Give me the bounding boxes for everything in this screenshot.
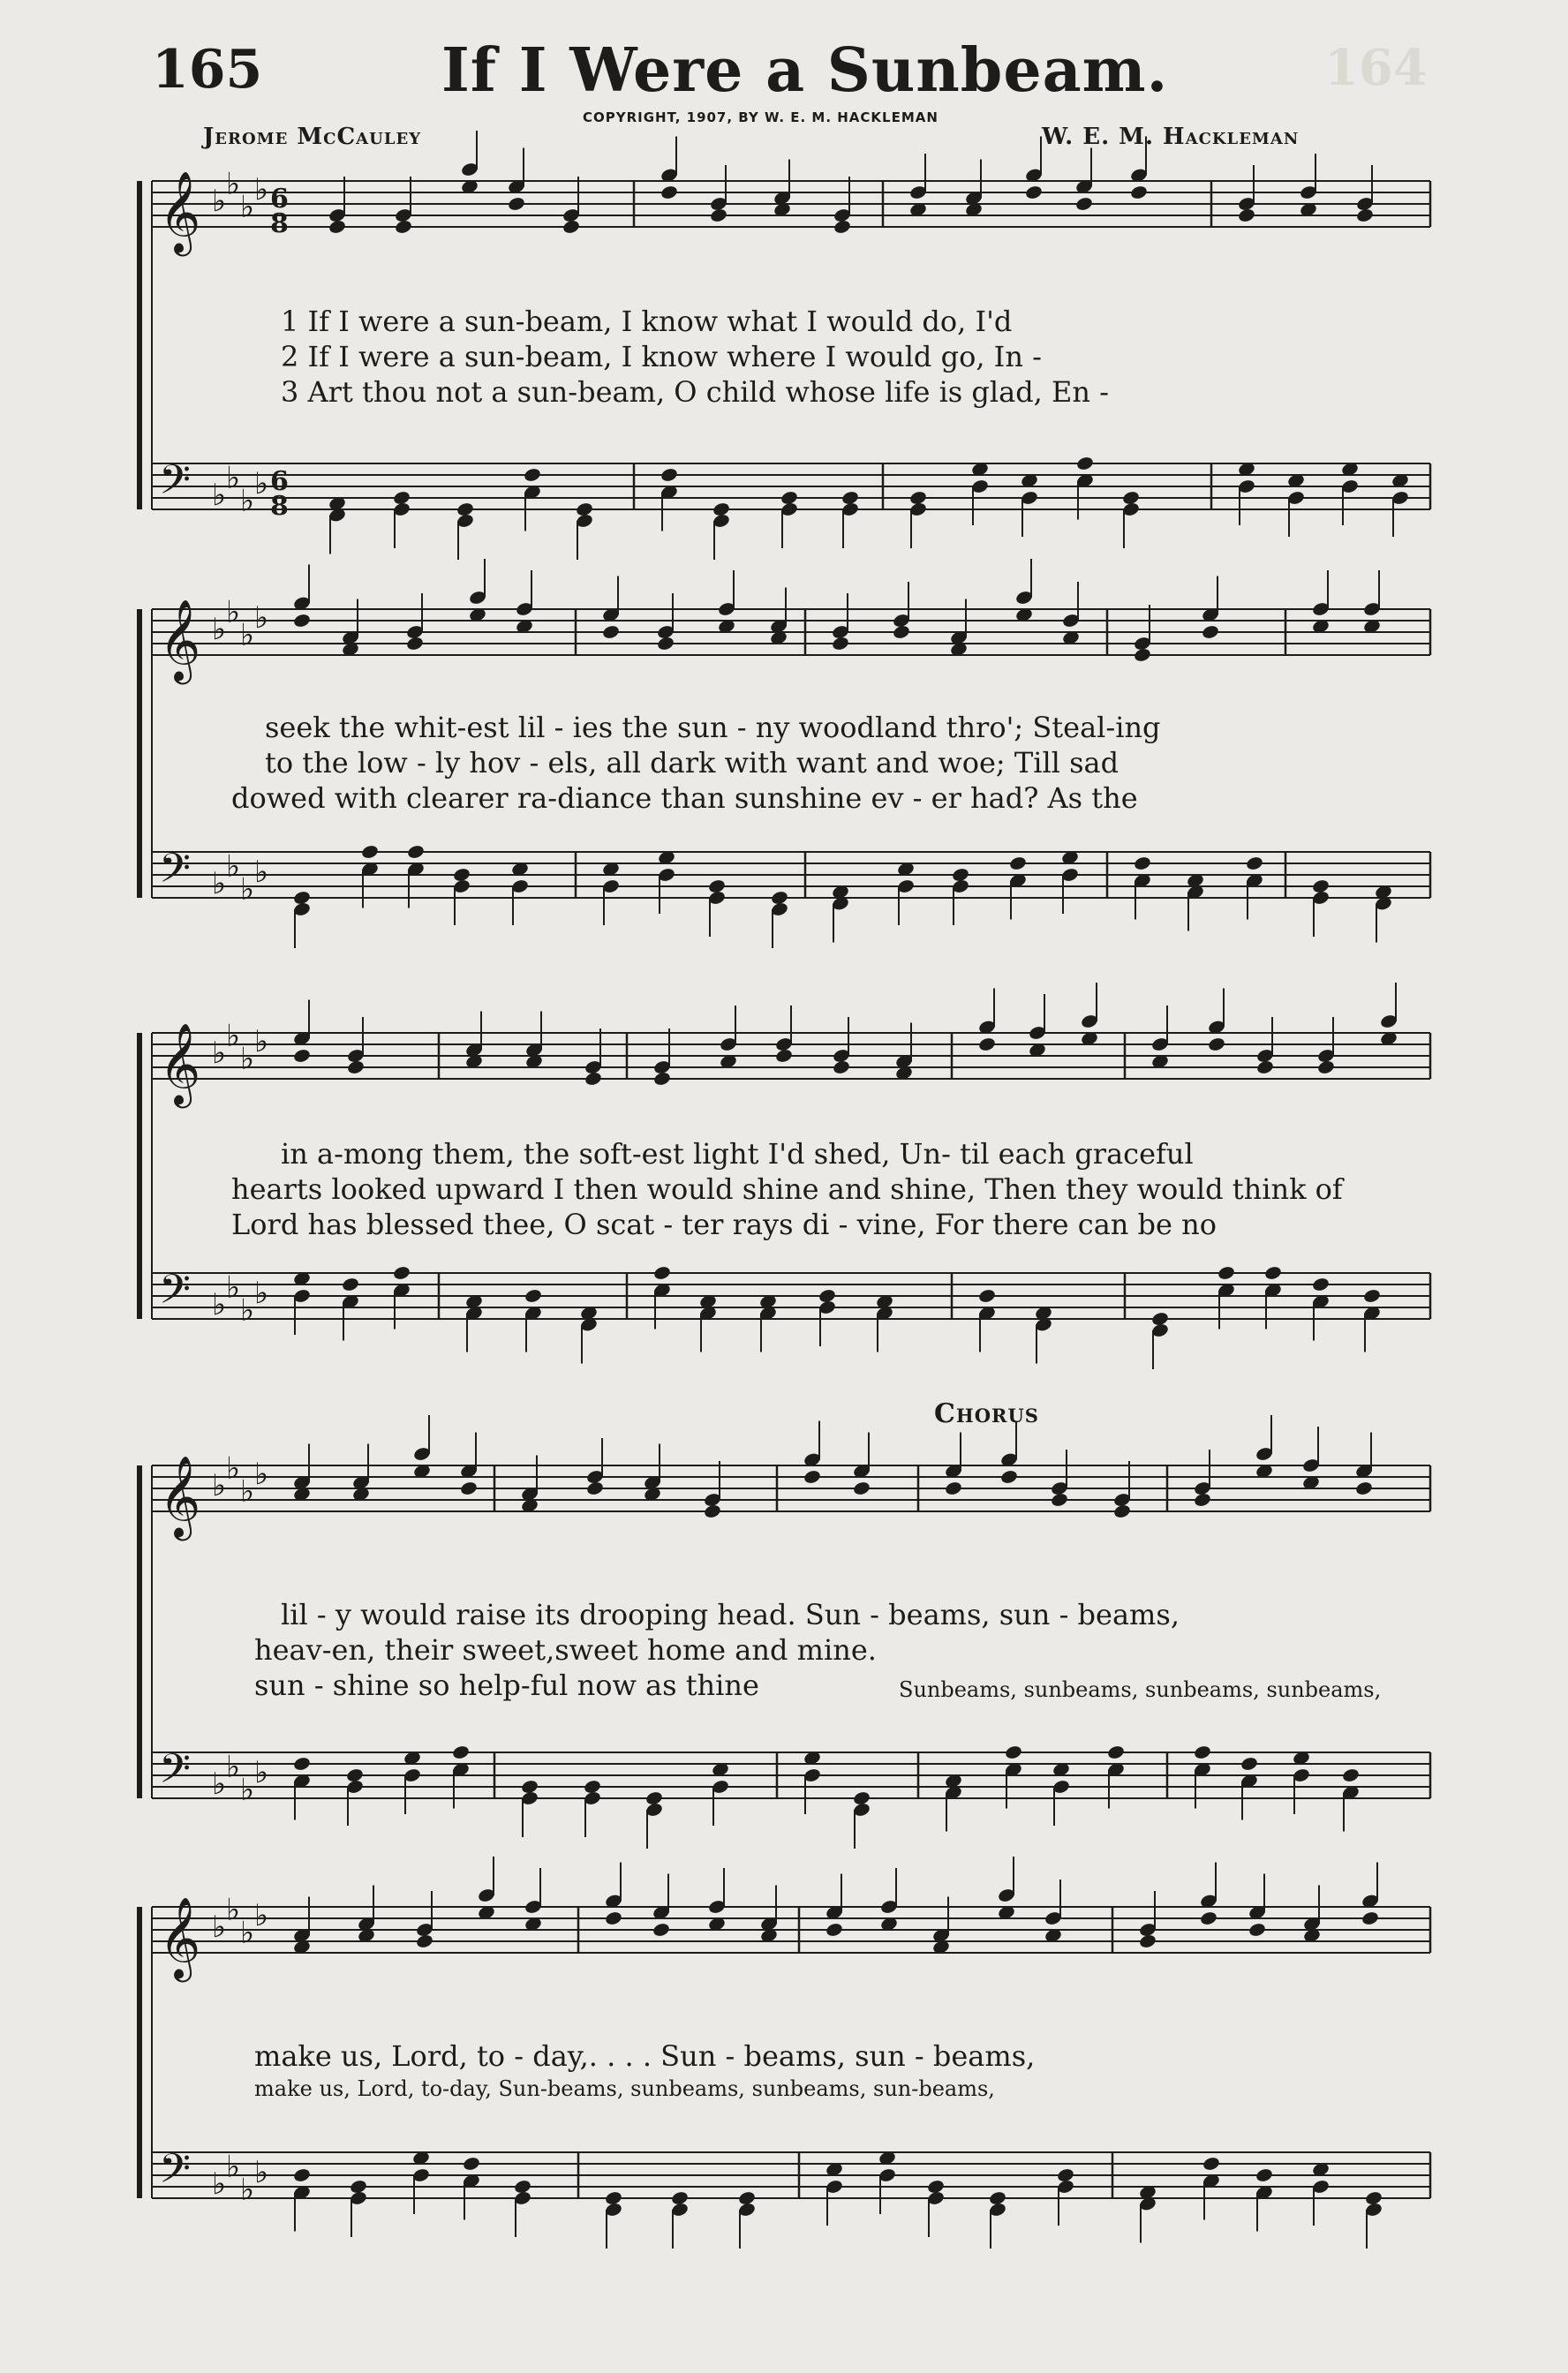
note-head: [852, 1480, 871, 1496]
note-head: [1024, 185, 1043, 200]
note-head: [405, 636, 424, 652]
note-head: [1138, 1933, 1157, 1949]
note-head: [392, 1265, 411, 1281]
flat-sign: ♭: [226, 848, 241, 885]
note-head: [1237, 207, 1255, 223]
note-head: [703, 1503, 721, 1519]
flat-sign: ♭: [226, 166, 241, 202]
flat-sign: ♭: [226, 2149, 241, 2185]
treble-clef: 𝄞: [159, 170, 201, 252]
treble-clef: 𝄞: [159, 1896, 201, 1978]
note-head: [451, 1744, 470, 1760]
treble-clef: 𝄞: [159, 1022, 201, 1104]
flat-sign: ♭: [226, 1892, 241, 1928]
note-head: [977, 1036, 996, 1052]
note-head: [660, 185, 678, 200]
note-head: [999, 1469, 1018, 1485]
flat-sign: ♭: [240, 1041, 255, 1077]
note-head: [584, 1071, 602, 1087]
flat-sign: ♭: [212, 1036, 227, 1071]
lyric-line: 3 Art thou not a sun-beam, O child whose life is glad, En -: [281, 375, 1109, 409]
note-head: [1004, 1744, 1022, 1760]
flat-sign: ♭: [240, 2172, 255, 2208]
note-head: [1207, 1036, 1225, 1052]
note-head: [1199, 1910, 1217, 1926]
time-signature-top: 6: [270, 184, 289, 215]
note-head: [1193, 1492, 1211, 1508]
lyric-line: sun - shine so help-ful now as thine: [254, 1669, 759, 1702]
note-head: [833, 219, 851, 235]
copyright-notice: COPYRIGHT, 1907, BY W. E. M. HACKLEMAN: [583, 109, 939, 125]
note-head: [656, 636, 675, 652]
flat-sign: ♭: [254, 1276, 269, 1311]
note-head: [1193, 1744, 1211, 1760]
note-head: [1245, 855, 1263, 871]
note-head: [292, 1048, 311, 1064]
lyric-line: hearts looked upward I then would shine and shine, Then they would think of: [231, 1172, 1343, 1206]
flat-sign: ♭: [240, 871, 255, 908]
flat-sign: ♭: [226, 1749, 241, 1785]
note-head: [1133, 647, 1151, 663]
note-head: [1354, 1480, 1373, 1496]
note-head: [292, 613, 311, 629]
flat-sign: ♭: [254, 1457, 269, 1492]
note-head: [1050, 1492, 1068, 1508]
note-head: [562, 219, 580, 235]
note-head: [462, 2156, 480, 2172]
flat-sign: ♭: [254, 600, 269, 636]
flat-sign: ♭: [212, 184, 227, 219]
flat-sign: ♭: [254, 1755, 269, 1790]
flat-sign: ♭: [226, 460, 241, 496]
note-head: [346, 1059, 365, 1075]
flat-sign: ♭: [254, 855, 269, 890]
note-head: [1074, 196, 1093, 212]
flat-sign: ♭: [254, 466, 269, 501]
bleed-through-number: 164: [1324, 39, 1428, 97]
bass-clef: 𝄢: [159, 456, 192, 514]
lyric-line: 2 If I were a sun-beam, I know where I would go, In -: [281, 340, 1042, 373]
lyric-line: Lord has blessed thee, O scat - ter rays di - vine, For there can be no: [231, 1208, 1217, 1241]
composer-credit: W. E. M. Hackleman: [1042, 124, 1300, 150]
flat-sign: ♭: [226, 1269, 241, 1306]
flat-sign: ♭: [254, 1898, 269, 1933]
bass-clef: 𝄢: [159, 1266, 192, 1323]
time-signature-bottom: 8: [270, 491, 289, 522]
chorus-bass-lyric: Sunbeams, sunbeams, sunbeams, sunbeams,: [899, 1677, 1382, 1702]
note-head: [1075, 456, 1094, 471]
flat-sign: ♭: [226, 1450, 241, 1487]
note-head: [709, 207, 727, 223]
note-head: [524, 1288, 542, 1304]
flat-sign: ♭: [212, 2166, 227, 2202]
chorus-label: Chorus: [934, 1398, 1039, 1429]
note-head: [803, 1469, 821, 1485]
chorus-bass-lyric: make us, Lord, to-day, Sun-beams, sunbeams, sunbeams, sun-beams,: [254, 2076, 995, 2101]
note-head: [1129, 185, 1148, 200]
flat-sign: ♭: [240, 1772, 255, 1808]
lyric-line: lil - y would raise its drooping head. Sun - beams, sun - beams,: [281, 1598, 1180, 1631]
flat-sign: ♭: [240, 189, 255, 225]
note-head: [604, 1910, 622, 1926]
note-head: [292, 1756, 311, 1772]
note-head: [892, 624, 910, 640]
note-head: [459, 1480, 478, 1496]
note-head: [1202, 2156, 1220, 2172]
flat-sign: ♭: [240, 617, 255, 653]
flat-sign: ♭: [212, 1468, 227, 1503]
note-head: [1263, 1265, 1282, 1281]
note-head: [507, 196, 525, 212]
note-head: [1008, 855, 1027, 871]
note-head: [660, 467, 678, 483]
note-head: [832, 1059, 850, 1075]
note-head: [1316, 1059, 1335, 1075]
time-signature-bottom: 8: [270, 208, 289, 239]
lyric-line: make us, Lord, to - day,. . . . Sun - beams, sun - beams,: [254, 2039, 1036, 2073]
hymn-title: If I Were a Sunbeam.: [441, 35, 1169, 106]
hymn-number: 165: [152, 39, 263, 101]
note-head: [292, 2167, 311, 2183]
note-head: [977, 1288, 996, 1304]
note-head: [1255, 1059, 1274, 1075]
flat-sign: ♭: [240, 1473, 255, 1510]
note-head: [652, 1922, 670, 1938]
lyric-line: heav-en, their sweet,sweet home and mine.: [254, 1633, 877, 1667]
flat-sign: ♭: [212, 1910, 227, 1945]
bass-clef: 𝄢: [159, 2145, 192, 2203]
note-head: [1255, 2167, 1273, 2183]
lyric-line: dowed with clearer ra-diance than sunshine ev - er had? As the: [231, 781, 1138, 815]
note-head: [523, 467, 541, 483]
note-head: [360, 844, 379, 860]
lyric-line: to the low - ly hov - els, all dark with want and woe; Till sad: [265, 746, 1119, 780]
note-head: [1361, 1910, 1379, 1926]
note-head: [774, 1048, 793, 1064]
note-head: [1112, 1503, 1131, 1519]
flat-sign: ♭: [212, 612, 227, 647]
flat-sign: ♭: [212, 1767, 227, 1802]
note-head: [341, 1277, 359, 1292]
treble-clef: 𝄞: [159, 1455, 201, 1537]
note-head: [1311, 1277, 1330, 1292]
flat-sign: ♭: [240, 1292, 255, 1329]
note-head: [601, 624, 620, 640]
treble-clef: 𝄞: [159, 599, 201, 681]
flat-sign: ♭: [212, 478, 227, 513]
note-head: [328, 219, 346, 235]
flat-sign: ♭: [254, 1024, 269, 1059]
lyric-line: 1 If I were a sun-beam, I know what I would do, I'd: [281, 305, 1013, 338]
note-head: [652, 1265, 671, 1281]
flat-sign: ♭: [226, 1018, 241, 1054]
time-signature-top: 6: [270, 466, 289, 497]
note-head: [831, 636, 849, 652]
note-head: [1240, 1756, 1258, 1772]
note-head: [825, 1922, 843, 1938]
bass-clef: 𝄢: [159, 1745, 192, 1803]
flat-sign: ♭: [240, 483, 255, 519]
lyric-line: seek the whit-est lil - ies the sun - ny woodland thro'; Steal-ing: [265, 711, 1161, 744]
note-head: [652, 1071, 671, 1087]
note-head: [406, 844, 425, 860]
flat-sign: ♭: [254, 2155, 269, 2190]
note-head: [394, 219, 412, 235]
note-head: [1341, 1767, 1360, 1783]
bass-clef: 𝄢: [159, 845, 192, 902]
note-head: [585, 1480, 604, 1496]
note-head: [1106, 1744, 1125, 1760]
note-head: [944, 1480, 962, 1496]
note-head: [1355, 207, 1374, 223]
note-head: [1362, 1288, 1381, 1304]
flat-sign: ♭: [226, 594, 241, 630]
flat-sign: ♭: [240, 1915, 255, 1951]
note-head: [1201, 624, 1219, 640]
note-head: [1217, 1265, 1235, 1281]
note-head: [1133, 855, 1151, 871]
flat-sign: ♭: [212, 1287, 227, 1322]
lyric-line: in a-mong them, the soft-est light I'd shed, Un- til each graceful: [281, 1137, 1194, 1171]
note-head: [1248, 1922, 1266, 1938]
flat-sign: ♭: [254, 172, 269, 207]
flat-sign: ♭: [212, 866, 227, 901]
note-head: [415, 1933, 433, 1949]
author-credit: Jerome McCauley: [203, 124, 422, 150]
